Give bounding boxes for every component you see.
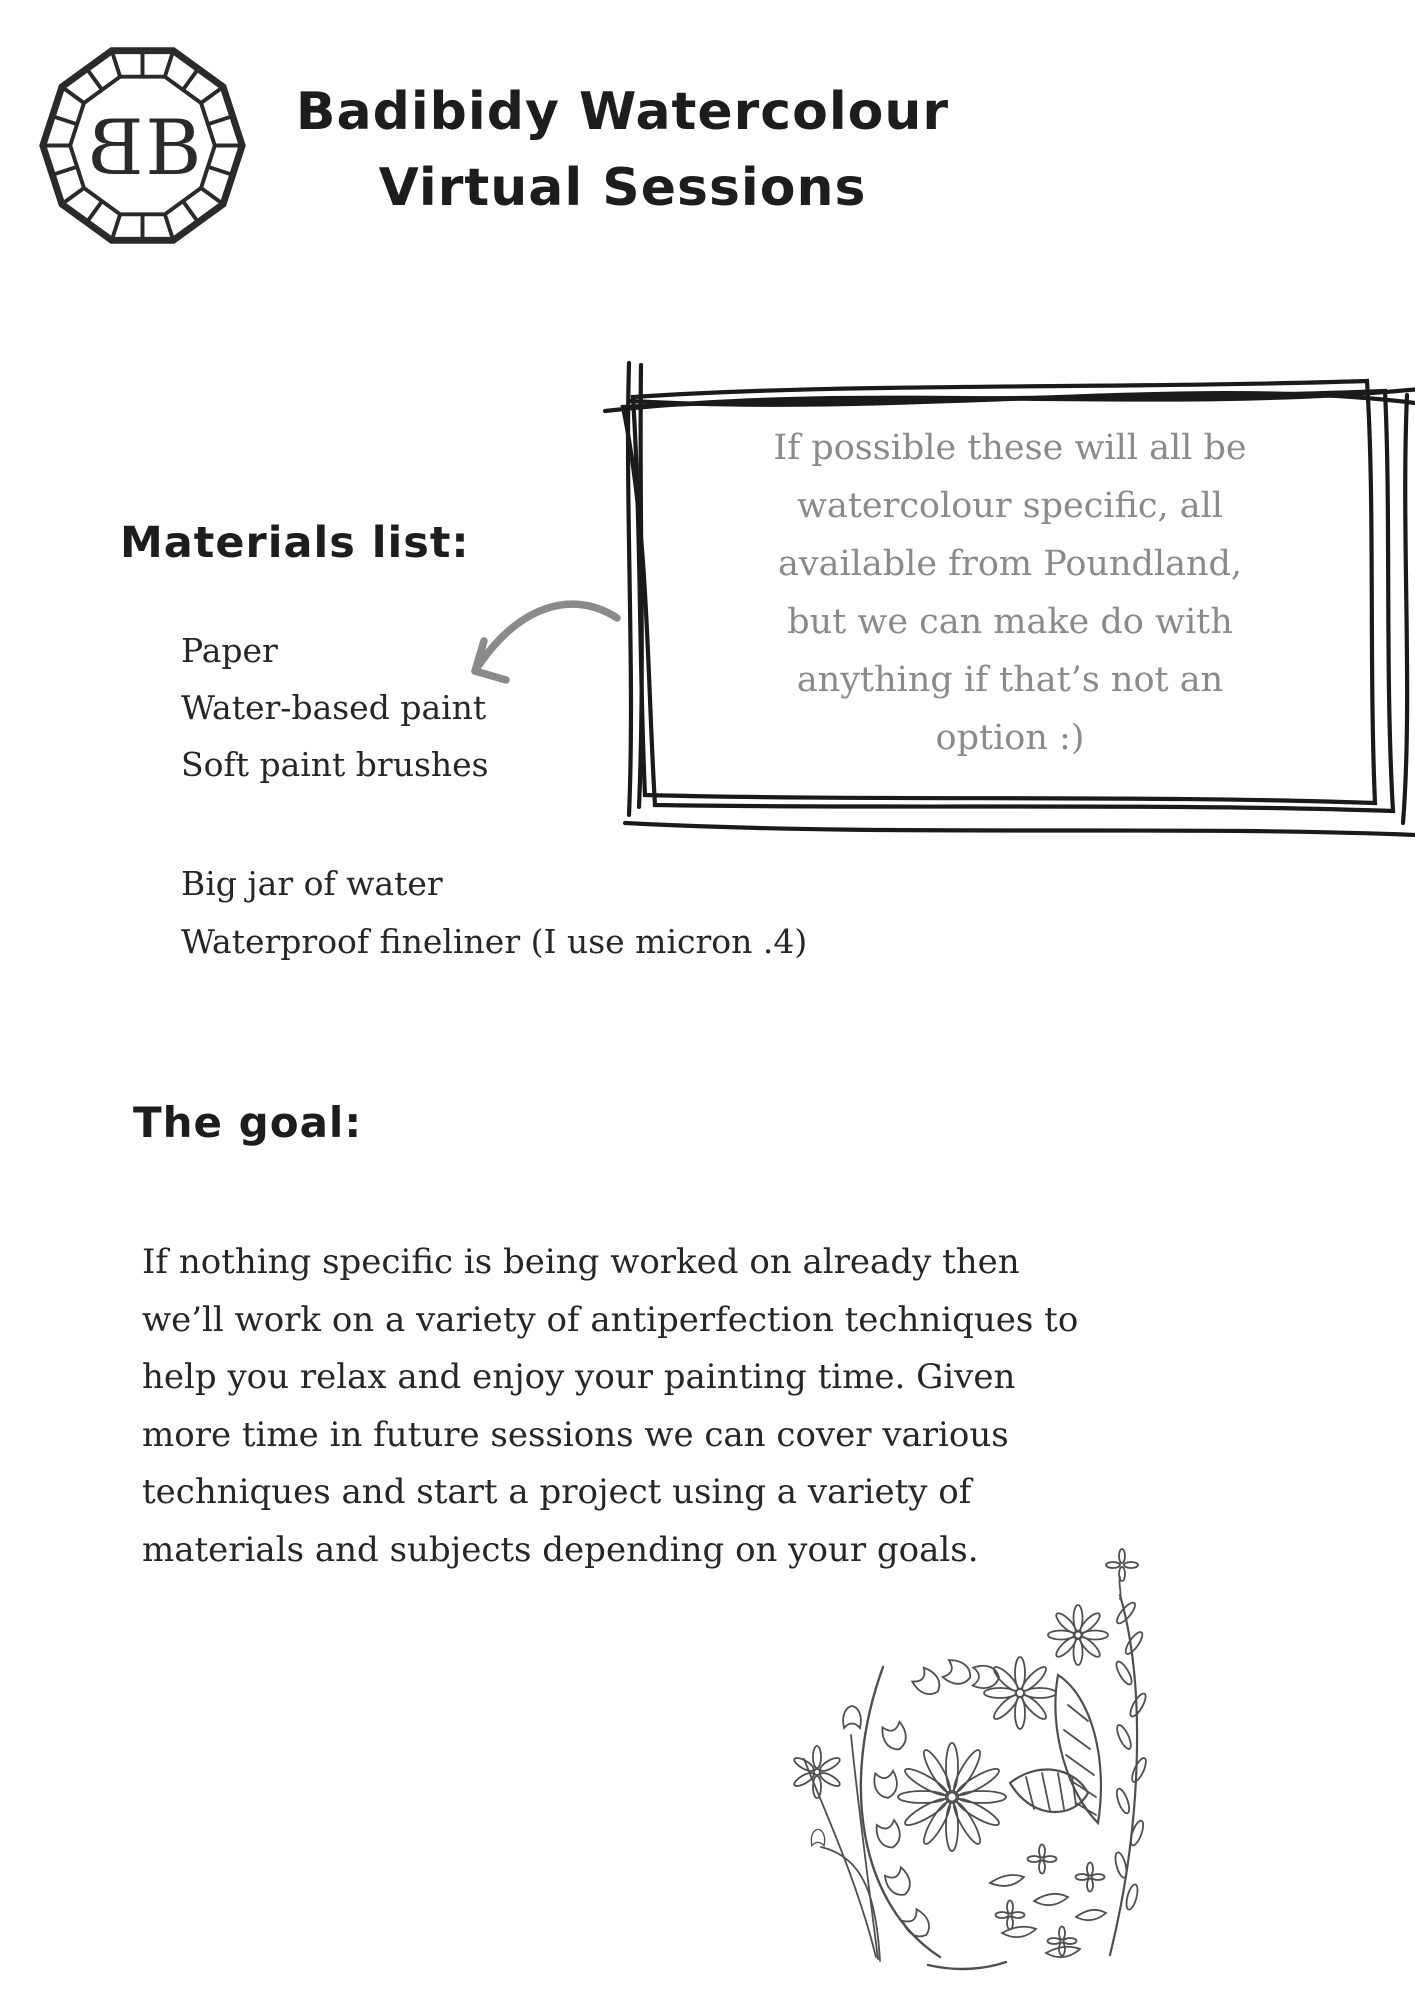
logo-monogram (87, 103, 201, 192)
note-box (595, 345, 1415, 850)
page-title (250, 74, 995, 226)
goal-line: If nothing specific is being worked on already then (142, 1242, 1020, 1282)
note-line: If possible these will all be (773, 428, 1247, 468)
note-line: watercolour specific, all (797, 486, 1223, 526)
page-title-line-1: Badibidy Watercolour (295, 82, 950, 142)
daisy (1048, 1605, 1108, 1665)
goal-line: help you relax and enjoy your painting time. Given (142, 1357, 1016, 1397)
note-line: anything if that’s not an (796, 660, 1224, 700)
goal-heading: The goal: (133, 1098, 363, 1147)
goal-line: we’ll work on a variety of antiperfection techniques to (142, 1299, 1079, 1340)
svg-text:B: B (145, 102, 202, 192)
daisy (984, 1657, 1056, 1729)
goal-line: techniques and start a project using a variety of (142, 1472, 972, 1512)
note-text (635, 419, 1385, 767)
bottom-cluster (990, 1845, 1106, 1958)
tulip-and-stems (804, 1706, 1006, 1969)
materials-item: Paper (181, 631, 278, 670)
note-line: available from Poundland, (777, 544, 1243, 584)
materials-list-secondary (181, 855, 807, 971)
mini-flower (1106, 1549, 1138, 1599)
note-line: but we can make do with (787, 602, 1233, 642)
materials-item: Waterproof fineliner (I use micron .4) (181, 922, 808, 961)
note-line: option :) (935, 718, 1085, 758)
svg-text:B: B (87, 102, 144, 192)
materials-item: Soft paint brushes (181, 745, 489, 784)
floral-illustration (690, 1525, 1170, 1985)
big-daisy (898, 1743, 1006, 1851)
badibidy-logo (35, 38, 250, 253)
materials-list-primary (181, 622, 489, 793)
sprig (1110, 1595, 1149, 1955)
materials-item: Water-based paint (181, 688, 487, 727)
materials-heading: Materials list: (120, 518, 470, 568)
materials-item: Big jar of water (181, 864, 443, 903)
goal-line: materials and subjects depending on your goals. (142, 1529, 979, 1570)
goal-line: more time in future sessions we can cover various (142, 1414, 1009, 1455)
page-title-line-2: Virtual Sessions (378, 158, 867, 218)
